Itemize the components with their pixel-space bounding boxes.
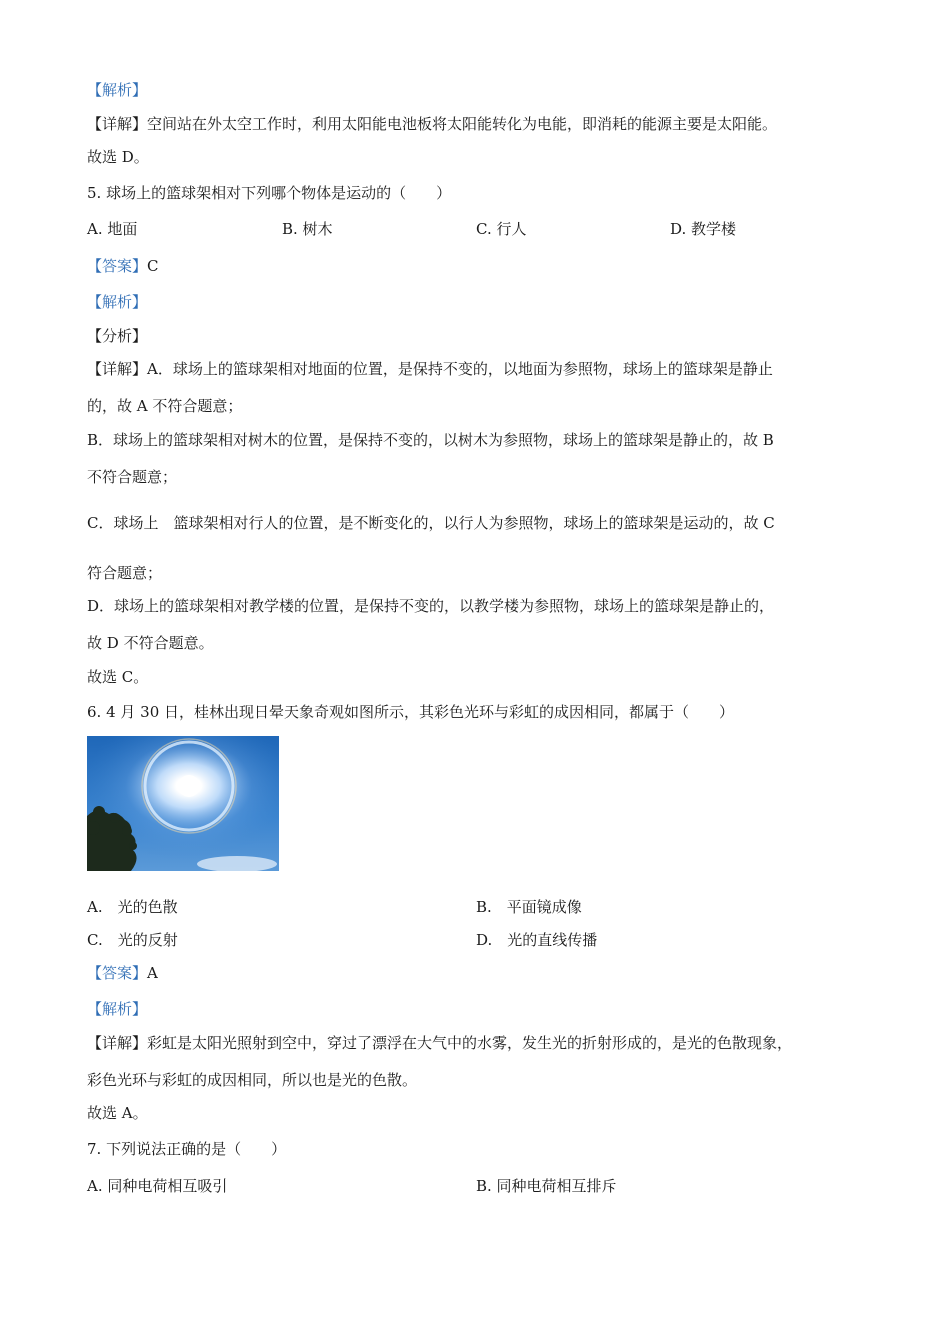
analysis-heading: 【解析】 [87, 81, 148, 99]
answer-value: C [147, 257, 159, 275]
detail-text: 【详解】空间站在外太空工作时，利用太阳能电池板将太阳能转化为电能，即消耗的能源主要是太阳能。 [87, 115, 778, 133]
q5-detail-c2: 符合题意； [87, 564, 163, 582]
q6-detail-2: 彩色光环与彩虹的成因相同，所以也是光的色散。 [87, 1071, 418, 1089]
q5-detail-a1: 【详解】A．球场上的篮球架相对地面的位置，是保持不变的，以地面为参照物，球场上的篮球架是静止 [87, 360, 773, 378]
question-6-stem: 6. 4 月 30 日，桂林出现日晕天象奇观如图所示，其彩色光环与彩虹的成因相同，都属于（ ） [87, 703, 735, 721]
q5-detail-d2: 故 D 不符合题意。 [87, 634, 214, 652]
answer-label: 【答案】 [87, 964, 148, 982]
q5-detail-d1: D．球场上的篮球架相对教学楼的位置，是保持不变的，以教学楼为参照物，球场上的篮球架是静止的， [87, 597, 775, 615]
q5-answer [87, 256, 159, 276]
q6-choose: 故选 A。 [87, 1104, 148, 1122]
answer-label: 【答案】 [87, 257, 148, 275]
q7-option-b: B. 同种电荷相互排斥 [476, 1177, 617, 1195]
q5-option-a: A. 地面 [87, 220, 138, 238]
q6-option-b: B. 平面镜成像 [476, 898, 582, 916]
q5-option-c: C. 行人 [476, 220, 527, 238]
q5-detail-b1: B．球场上的篮球架相对树木的位置，是保持不变的，以树木为参照物，球场上的篮球架是静止的，故 B [87, 431, 774, 449]
q5-detail-a2: 的，故 A 不符合题意； [87, 397, 243, 415]
q6-option-d: D. 光的直线传播 [476, 931, 598, 949]
q5-analysis-heading: 【解析】 [87, 293, 148, 311]
q5-option-b: B. 树木 [282, 220, 333, 238]
q6-answer [87, 963, 158, 983]
q6-option-c: C. 光的反射 [87, 931, 178, 949]
q5-fenxi-heading: 【分析】 [87, 327, 148, 345]
sun-halo-photo [87, 736, 279, 871]
q6-detail-1: 【详解】彩虹是太阳光照射到空中，穿过了漂浮在大气中的水雾，发生光的折射形成的，是光的色散现象， [87, 1034, 793, 1052]
q6-analysis-heading: 【解析】 [87, 1000, 148, 1018]
q5-option-d: D. 教学楼 [670, 220, 737, 238]
q7-option-a: A. 同种电荷相互吸引 [87, 1177, 228, 1195]
choose-text: 故选 D。 [87, 148, 149, 166]
q6-option-a: A. 光的色散 [87, 898, 178, 916]
q5-detail-c1: C．球场上 篮球架相对行人的位置，是不断变化的，以行人为参照物，球场上的篮球架是运动的，故 C [87, 514, 775, 532]
question-7-stem: 7. 下列说法正确的是（ ） [87, 1140, 287, 1158]
q5-choose: 故选 C。 [87, 668, 149, 686]
answer-value: A [147, 964, 158, 982]
question-5-stem: 5. 球场上的篮球架相对下列哪个物体是运动的（ ） [87, 184, 452, 202]
q5-detail-b2: 不符合题意； [87, 468, 178, 486]
